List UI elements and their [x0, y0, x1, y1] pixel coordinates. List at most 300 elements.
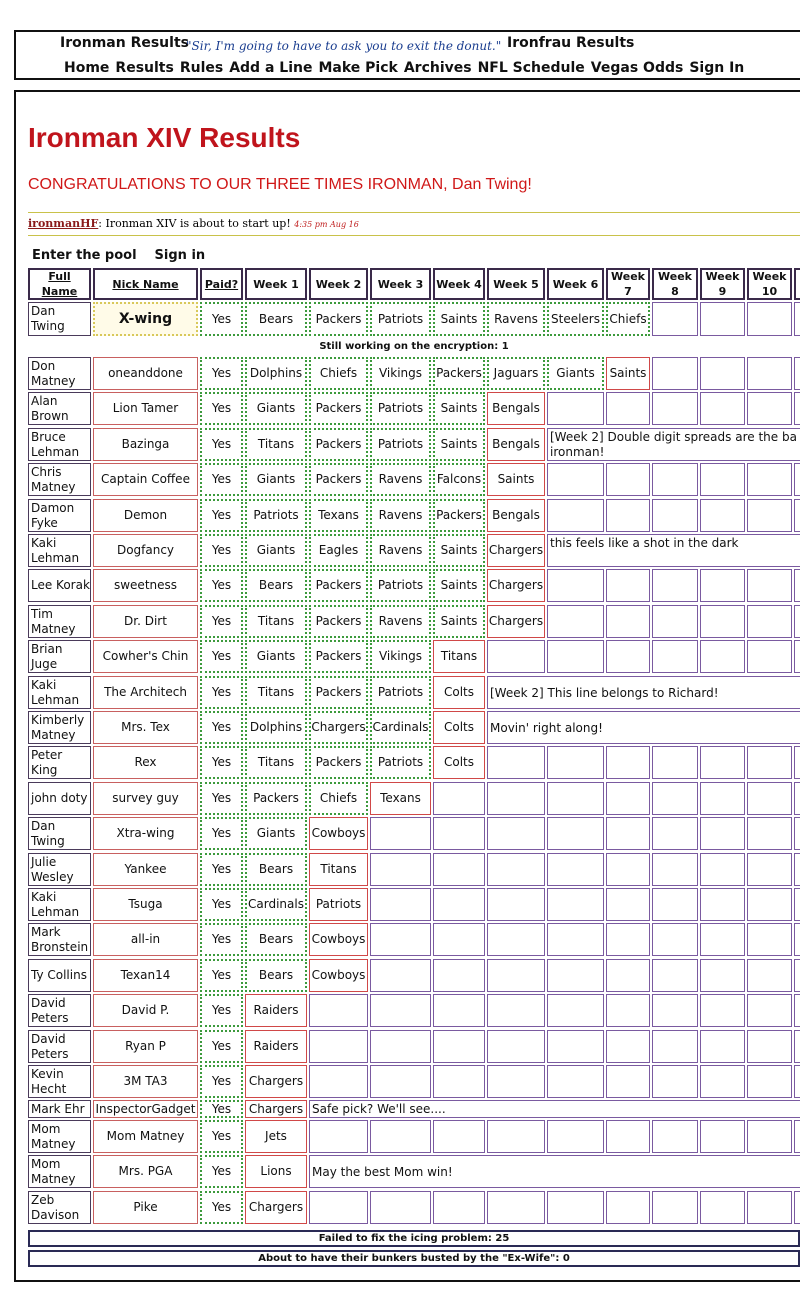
player-pick-week-2: Packers: [309, 605, 368, 638]
player-pick-week-2: Titans: [309, 853, 368, 886]
player-empty-week-3: [370, 923, 431, 956]
player-empty-week-11-partial: [794, 605, 800, 638]
player-empty-week-11-partial: [794, 1065, 800, 1098]
player-empty-week-5: [487, 817, 545, 850]
player-message: Movin' right along!: [487, 711, 800, 744]
player-empty-week-9: [700, 1065, 745, 1098]
nav-rules[interactable]: Rules: [179, 60, 224, 76]
nav-results[interactable]: Results: [115, 60, 174, 76]
player-empty-week-11-partial: [794, 817, 800, 850]
player-empty-week-11-partial: [794, 499, 800, 532]
player-empty-week-8: [652, 1120, 698, 1153]
player-message: May the best Mom win!: [309, 1155, 800, 1188]
player-paid: Yes: [200, 569, 243, 602]
player-paid: Yes: [200, 534, 243, 567]
player-empty-week-10: [747, 923, 792, 956]
player-empty-week-8: [652, 923, 698, 956]
player-empty-week-10: [747, 640, 792, 673]
player-empty-week-9: [700, 746, 745, 779]
shout-time: 4:35 pm Aug 16: [294, 220, 359, 229]
player-empty-week-5: [487, 1191, 545, 1224]
player-pick-week-1: Giants: [245, 463, 307, 496]
player-pick-week-5: Chargers: [487, 534, 545, 567]
player-pick-week-3: Vikings: [370, 357, 431, 390]
champion-pick-week-7: Chiefs: [606, 302, 650, 336]
player-empty-week-4: [433, 1191, 485, 1224]
player-empty-week-10: [747, 1120, 792, 1153]
player-pick-week-5: Chargers: [487, 605, 545, 638]
player-empty-week-10: [747, 1065, 792, 1098]
player-empty-week-7: [606, 1191, 650, 1224]
player-name: Mark Bronstein: [28, 923, 91, 956]
player-name: Zeb Davison: [28, 1191, 91, 1224]
player-paid: Yes: [200, 605, 243, 638]
player-empty-week-8: [652, 1030, 698, 1063]
player-empty-week-8: [652, 1191, 698, 1224]
player-nick: Captain Coffee: [93, 463, 198, 496]
player-name: Dan Twing: [28, 817, 91, 850]
player-empty-week-7: [606, 1065, 650, 1098]
player-pick-week-2: Cowboys: [309, 923, 368, 956]
player-empty-week-8: [652, 817, 698, 850]
player-pick-week-3: Cardinals: [370, 711, 431, 744]
enter-pool-link[interactable]: Enter the pool: [32, 248, 137, 263]
player-pick-week-3: Ravens: [370, 534, 431, 567]
player-empty-week-3: [370, 853, 431, 886]
nav-nfl-schedule[interactable]: NFL Schedule: [477, 60, 585, 76]
player-pick-week-5: Chargers: [487, 569, 545, 602]
player-pick-week-1: Titans: [245, 746, 307, 779]
player-empty-week-5: [487, 1120, 545, 1153]
champion-pick-week-9: [700, 302, 745, 336]
player-empty-week-7: [606, 392, 650, 425]
header-full-name[interactable]: Full Name: [28, 268, 91, 300]
player-pick-week-1: Bears: [245, 569, 307, 602]
player-pick-week-2: Packers: [309, 676, 368, 709]
player-nick: Pike: [93, 1191, 198, 1224]
player-empty-week-6: [547, 1120, 604, 1153]
nav-sign-in[interactable]: Sign In: [689, 60, 745, 76]
player-message: [Week 2] Double digit spreads are the ba ironman!: [547, 428, 800, 461]
champion-pick-week-1: Bears: [245, 302, 307, 336]
player-pick-week-1: Dolphins: [245, 357, 307, 390]
champion-pick-week-10: [747, 302, 792, 336]
page-title: Ironman XIV Results: [28, 122, 301, 153]
footer-icing: Failed to fix the icing problem: 25: [28, 1230, 800, 1247]
champion-pick-week-11-partial: [794, 302, 800, 336]
player-pick-week-2: Chargers: [309, 711, 368, 744]
player-empty-week-10: [747, 605, 792, 638]
player-empty-week-8: [652, 746, 698, 779]
champion-nick: X-wing: [93, 302, 198, 336]
player-empty-week-8: [652, 1065, 698, 1098]
player-empty-week-3: [370, 1191, 431, 1224]
player-pick-week-1: Chargers: [245, 1100, 307, 1118]
player-empty-week-9: [700, 959, 745, 992]
champion-paid: Yes: [200, 302, 243, 336]
player-nick: Mrs. Tex: [93, 711, 198, 744]
player-empty-week-10: [747, 959, 792, 992]
player-name: David Peters: [28, 994, 91, 1027]
player-nick: sweetness: [93, 569, 198, 602]
player-pick-week-1: Jets: [245, 1120, 307, 1153]
player-name: Peter King: [28, 746, 91, 779]
player-empty-week-7: [606, 994, 650, 1027]
player-nick: Rex: [93, 746, 198, 779]
player-pick-week-2: Chiefs: [309, 357, 368, 390]
player-paid: Yes: [200, 853, 243, 886]
player-empty-week-3: [370, 817, 431, 850]
player-name: Julie Wesley: [28, 853, 91, 886]
player-name: Mark Ehr: [28, 1100, 91, 1118]
player-empty-week-4: [433, 888, 485, 921]
nav-home[interactable]: Home: [64, 60, 110, 76]
player-empty-week-3: [370, 1065, 431, 1098]
player-pick-week-2: Patriots: [309, 888, 368, 921]
player-nick: Dogfancy: [93, 534, 198, 567]
player-name: Mom Matney: [28, 1155, 91, 1188]
player-pick-week-2: Packers: [309, 463, 368, 496]
player-pick-week-3: Patriots: [370, 746, 431, 779]
player-empty-week-9: [700, 640, 745, 673]
player-pick-week-4: Titans: [433, 640, 485, 673]
player-empty-week-11-partial: [794, 463, 800, 496]
player-empty-week-9: [700, 817, 745, 850]
player-empty-week-4: [433, 817, 485, 850]
player-paid: Yes: [200, 392, 243, 425]
player-nick: Texan14: [93, 959, 198, 992]
player-name: Ty Collins: [28, 959, 91, 992]
player-empty-week-9: [700, 888, 745, 921]
player-pick-week-1: Giants: [245, 817, 307, 850]
player-pick-week-2: Packers: [309, 746, 368, 779]
shout-user-link[interactable]: ironmanHF: [28, 217, 99, 230]
player-pick-week-3: Vikings: [370, 640, 431, 673]
player-pick-week-4: Packers: [433, 499, 485, 532]
player-empty-week-4: [433, 853, 485, 886]
player-empty-week-5: [487, 746, 545, 779]
header-week-10: Week 10: [747, 268, 792, 300]
player-pick-week-1: Raiders: [245, 994, 307, 1027]
champion-pick-week-8: [652, 302, 698, 336]
player-name: Lee Korak: [28, 569, 91, 602]
player-pick-week-2: Packers: [309, 569, 368, 602]
player-empty-week-4: [433, 1120, 485, 1153]
player-empty-week-6: [547, 1030, 604, 1063]
player-nick: Cowher's Chin: [93, 640, 198, 673]
player-name: john doty: [28, 782, 91, 815]
player-empty-week-2: [309, 1030, 368, 1063]
player-empty-week-6: [547, 959, 604, 992]
champion-pick-week-2: Packers: [309, 302, 368, 336]
shoutbox: [28, 212, 800, 236]
player-empty-week-6: [547, 605, 604, 638]
player-paid: Yes: [200, 463, 243, 496]
player-pick-week-1: Giants: [245, 534, 307, 567]
player-pick-week-1: Titans: [245, 605, 307, 638]
player-name: Kaki Lehman: [28, 676, 91, 709]
player-name: Damon Fyke: [28, 499, 91, 532]
player-pick-week-1: Lions: [245, 1155, 307, 1188]
player-message: Safe pick? We'll see....: [309, 1100, 800, 1118]
player-pick-week-1: Cardinals: [245, 888, 307, 921]
player-pick-week-3: Patriots: [370, 392, 431, 425]
player-empty-week-11-partial: [794, 1191, 800, 1224]
player-empty-week-10: [747, 463, 792, 496]
player-empty-week-6: [547, 923, 604, 956]
header-week-2: Week 2: [309, 268, 368, 300]
player-pick-week-1: Titans: [245, 428, 307, 461]
player-pick-week-4: Saints: [433, 569, 485, 602]
player-nick: The Architech: [93, 676, 198, 709]
player-pick-week-2: Packers: [309, 428, 368, 461]
player-empty-week-9: [700, 923, 745, 956]
player-empty-week-11-partial: [794, 923, 800, 956]
player-paid: Yes: [200, 1100, 243, 1118]
player-pick-week-1: Raiders: [245, 1030, 307, 1063]
player-empty-week-10: [747, 499, 792, 532]
player-empty-week-2: [309, 1191, 368, 1224]
player-empty-week-3: [370, 1120, 431, 1153]
player-pick-week-3: Patriots: [370, 569, 431, 602]
player-name: Kimberly Matney: [28, 711, 91, 744]
player-name: Kaki Lehman: [28, 888, 91, 921]
champion-name: Dan Twing: [28, 302, 91, 336]
player-empty-week-5: [487, 782, 545, 815]
nav-make-pick[interactable]: Make Pick: [318, 60, 398, 76]
player-pick-week-2: Eagles: [309, 534, 368, 567]
header-paid[interactable]: Paid?: [200, 268, 243, 300]
player-empty-week-4: [433, 1030, 485, 1063]
player-empty-week-8: [652, 959, 698, 992]
player-empty-week-8: [652, 357, 698, 390]
player-paid: Yes: [200, 888, 243, 921]
player-empty-week-11-partial: [794, 357, 800, 390]
player-pick-week-4: Colts: [433, 746, 485, 779]
player-empty-week-2: [309, 1120, 368, 1153]
player-empty-week-8: [652, 569, 698, 602]
player-pick-week-3: Texans: [370, 782, 431, 815]
player-name: Don Matney: [28, 357, 91, 390]
player-paid: Yes: [200, 499, 243, 532]
player-pick-week-2: Chiefs: [309, 782, 368, 815]
player-empty-week-3: [370, 959, 431, 992]
player-paid: Yes: [200, 711, 243, 744]
player-empty-week-10: [747, 392, 792, 425]
player-empty-week-11-partial: [794, 782, 800, 815]
player-empty-week-7: [606, 959, 650, 992]
player-pick-week-6: Giants: [547, 357, 604, 390]
player-empty-week-9: [700, 569, 745, 602]
player-empty-week-9: [700, 357, 745, 390]
player-empty-week-7: [606, 923, 650, 956]
player-pick-week-1: Chargers: [245, 1065, 307, 1098]
player-empty-week-7: [606, 782, 650, 815]
player-empty-week-4: [433, 1065, 485, 1098]
player-empty-week-6: [547, 499, 604, 532]
player-nick: oneanddone: [93, 357, 198, 390]
player-nick: all-in: [93, 923, 198, 956]
player-name: Kevin Hecht: [28, 1065, 91, 1098]
player-pick-week-3: Patriots: [370, 428, 431, 461]
player-empty-week-8: [652, 463, 698, 496]
nav-vegas-odds[interactable]: Vegas Odds: [590, 60, 684, 76]
player-empty-week-7: [606, 569, 650, 602]
player-paid: Yes: [200, 676, 243, 709]
player-paid: Yes: [200, 817, 243, 850]
player-pick-week-5: Saints: [487, 463, 545, 496]
player-name: Alan Brown: [28, 392, 91, 425]
player-empty-week-4: [433, 782, 485, 815]
player-empty-week-5: [487, 959, 545, 992]
player-empty-week-7: [606, 1030, 650, 1063]
player-empty-week-6: [547, 817, 604, 850]
header-nick-name[interactable]: Nick Name: [93, 268, 198, 300]
player-pick-week-1: Bears: [245, 853, 307, 886]
pool-links: [32, 248, 223, 263]
header-week-5: Week 5: [487, 268, 545, 300]
player-pick-week-1: Giants: [245, 392, 307, 425]
player-empty-week-6: [547, 1191, 604, 1224]
player-paid: Yes: [200, 1120, 243, 1153]
player-empty-week-4: [433, 994, 485, 1027]
player-nick: Yankee: [93, 853, 198, 886]
player-empty-week-6: [547, 746, 604, 779]
player-empty-week-7: [606, 640, 650, 673]
player-name: Tim Matney: [28, 605, 91, 638]
player-empty-week-8: [652, 782, 698, 815]
player-name: Mom Matney: [28, 1120, 91, 1153]
player-pick-week-2: Cowboys: [309, 959, 368, 992]
player-empty-week-9: [700, 605, 745, 638]
player-empty-week-8: [652, 640, 698, 673]
header-week-9: Week 9: [700, 268, 745, 300]
player-nick: Lion Tamer: [93, 392, 198, 425]
player-empty-week-10: [747, 994, 792, 1027]
player-pick-week-4: Saints: [433, 534, 485, 567]
player-empty-week-9: [700, 994, 745, 1027]
player-nick: Ryan P: [93, 1030, 198, 1063]
player-empty-week-5: [487, 853, 545, 886]
player-pick-week-2: Texans: [309, 499, 368, 532]
player-empty-week-7: [606, 605, 650, 638]
player-nick: Mom Matney: [93, 1120, 198, 1153]
player-empty-week-7: [606, 499, 650, 532]
player-empty-week-7: [606, 463, 650, 496]
player-empty-week-10: [747, 357, 792, 390]
player-pick-week-3: Ravens: [370, 463, 431, 496]
player-pick-week-4: Packers: [433, 357, 485, 390]
player-paid: Yes: [200, 923, 243, 956]
shout-text: : Ironman XIV is about to start up!: [98, 217, 295, 230]
player-pick-week-2: Packers: [309, 640, 368, 673]
player-empty-week-6: [547, 853, 604, 886]
player-message: this feels like a shot in the dark: [547, 534, 800, 567]
player-empty-week-7: [606, 888, 650, 921]
champion-pick-week-3: Patriots: [370, 302, 431, 336]
player-nick: 3M TA3: [93, 1065, 198, 1098]
player-empty-week-10: [747, 782, 792, 815]
player-pick-week-1: Giants: [245, 640, 307, 673]
player-nick: Tsuga: [93, 888, 198, 921]
player-paid: Yes: [200, 640, 243, 673]
player-empty-week-11-partial: [794, 1030, 800, 1063]
player-empty-week-5: [487, 923, 545, 956]
player-nick: Bazinga: [93, 428, 198, 461]
player-empty-week-11-partial: [794, 888, 800, 921]
player-empty-week-6: [547, 994, 604, 1027]
player-paid: Yes: [200, 1191, 243, 1224]
player-empty-week-11-partial: [794, 1120, 800, 1153]
player-paid: Yes: [200, 994, 243, 1027]
player-empty-week-6: [547, 640, 604, 673]
player-empty-week-6: [547, 1065, 604, 1098]
player-empty-week-6: [547, 463, 604, 496]
ironman-results-link[interactable]: Ironman Results: [60, 35, 189, 51]
player-pick-week-4: Colts: [433, 711, 485, 744]
player-paid: Yes: [200, 1155, 243, 1188]
player-nick: Mrs. PGA: [93, 1155, 198, 1188]
player-empty-week-5: [487, 1065, 545, 1098]
player-empty-week-11-partial: [794, 853, 800, 886]
header-week-8: Week 8: [652, 268, 698, 300]
player-empty-week-3: [370, 888, 431, 921]
nav-archives[interactable]: Archives: [403, 60, 472, 76]
player-empty-week-6: [547, 782, 604, 815]
player-empty-week-8: [652, 392, 698, 425]
header-week-6: Week 6: [547, 268, 604, 300]
player-paid: Yes: [200, 782, 243, 815]
player-nick: Dr. Dirt: [93, 605, 198, 638]
player-paid: Yes: [200, 1065, 243, 1098]
champion-pick-week-4: Saints: [433, 302, 485, 336]
player-empty-week-5: [487, 888, 545, 921]
header-week-3: Week 3: [370, 268, 431, 300]
player-pick-week-1: Bears: [245, 923, 307, 956]
player-pick-week-1: Patriots: [245, 499, 307, 532]
player-pick-week-3: Ravens: [370, 605, 431, 638]
player-pick-week-5: Bengals: [487, 392, 545, 425]
player-empty-week-9: [700, 1030, 745, 1063]
player-message: [Week 2] This line belongs to Richard!: [487, 676, 800, 709]
top-nav-box: [14, 30, 800, 80]
player-paid: Yes: [200, 357, 243, 390]
header-week-1: Week 1: [245, 268, 307, 300]
player-pick-week-3: Patriots: [370, 676, 431, 709]
congrats-banner: CONGRATULATIONS TO OUR THREE TIMES IRONMAN, Dan Twing!: [28, 176, 532, 193]
player-empty-week-3: [370, 994, 431, 1027]
player-empty-week-8: [652, 888, 698, 921]
player-pick-week-1: Dolphins: [245, 711, 307, 744]
player-nick: InspectorGadget: [93, 1100, 198, 1118]
player-name: Kaki Lehman: [28, 534, 91, 567]
player-empty-week-3: [370, 1030, 431, 1063]
player-pick-week-1: Titans: [245, 676, 307, 709]
sign-in-link[interactable]: Sign in: [154, 248, 206, 263]
ironfrau-results-link[interactable]: Ironfrau Results: [507, 35, 635, 51]
player-empty-week-11-partial: [794, 392, 800, 425]
header-week-11-partial: [794, 268, 800, 300]
player-empty-week-9: [700, 463, 745, 496]
player-pick-week-4: Falcons: [433, 463, 485, 496]
player-nick: Demon: [93, 499, 198, 532]
player-empty-week-7: [606, 817, 650, 850]
player-pick-week-4: Saints: [433, 605, 485, 638]
nav-add-a-line[interactable]: Add a Line: [229, 60, 313, 76]
player-empty-week-11-partial: [794, 959, 800, 992]
player-empty-week-2: [309, 994, 368, 1027]
player-empty-week-10: [747, 817, 792, 850]
